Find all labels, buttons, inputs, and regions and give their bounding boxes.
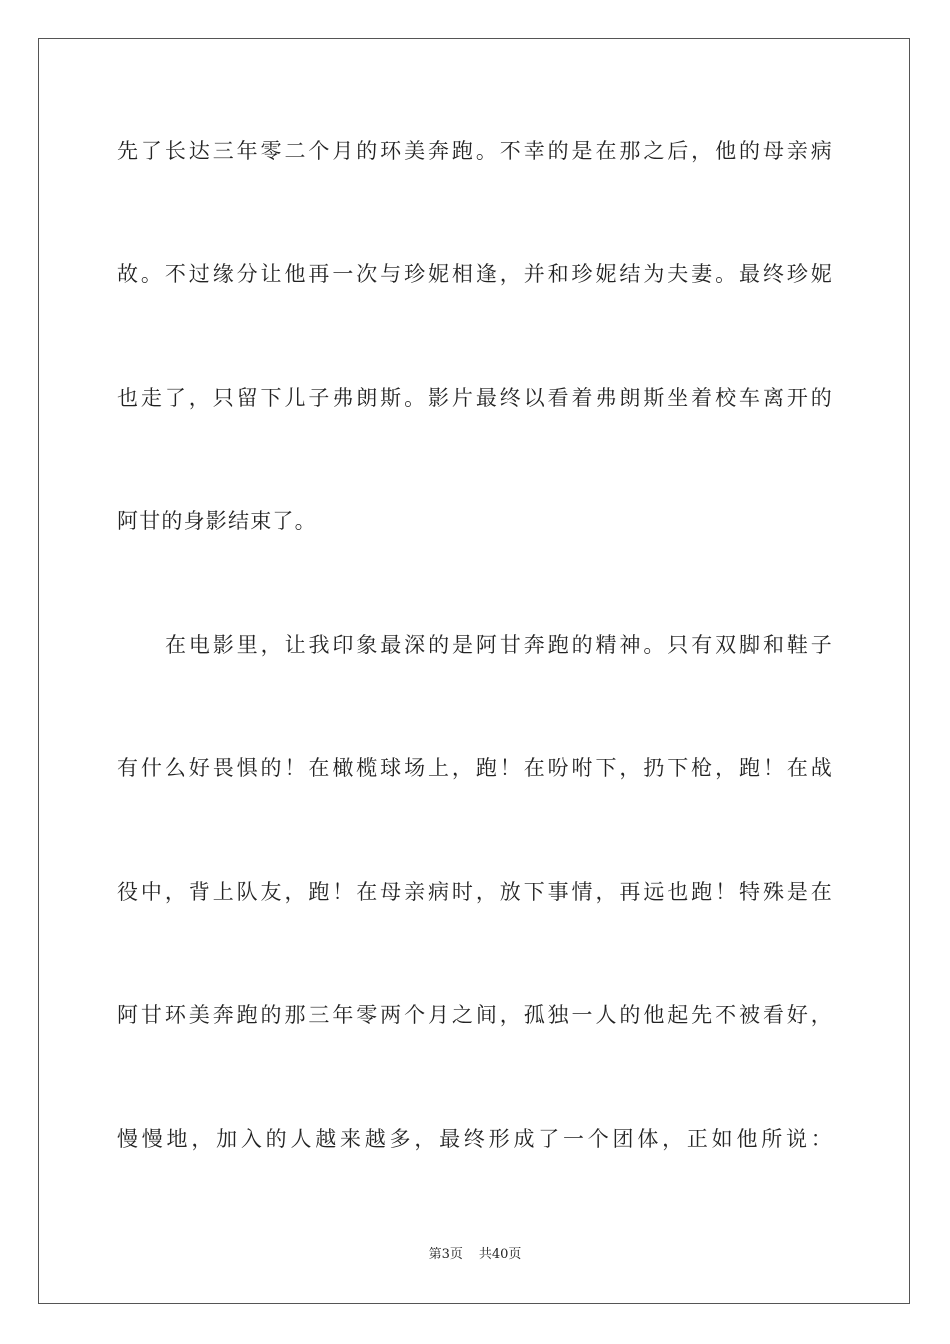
paragraph-line: 阿甘的身影结束了。 <box>117 509 317 533</box>
paragraph-line: 有什么好畏惧的！在橄榄球场上，跑！在吩咐下，扔下枪，跑！在战 <box>117 756 833 780</box>
paragraph-line: 慢慢地，加入的人越来越多，最终形成了一个团体，正如他所说： <box>117 1127 833 1151</box>
page-footer <box>0 1246 950 1264</box>
paragraph-line: 也走了，只留下儿子弗朗斯。影片最终以看着弗朗斯坐着校车离开的 <box>117 386 833 410</box>
paragraph-line: 先了长达三年零二个月的环美奔跑。不幸的是在那之后，他的母亲病 <box>117 139 833 163</box>
page-number: 第3页 <box>428 1247 463 1262</box>
paragraph-line: 故。不过缘分让他再一次与珍妮相逢，并和珍妮结为夫妻。最终珍妮 <box>117 262 833 286</box>
paragraph-line: 阿甘环美奔跑的那三年零两个月之间，孤独一人的他起先不被看好， <box>117 1003 833 1027</box>
page-total: 共40页 <box>478 1247 522 1262</box>
page-border <box>38 38 910 1304</box>
paragraph-line: 在电影里，让我印象最深的是阿甘奔跑的精神。只有双脚和鞋子 <box>165 633 833 657</box>
paragraph-line: 役中，背上队友，跑！在母亲病时，放下事情，再远也跑！特殊是在 <box>117 880 833 904</box>
